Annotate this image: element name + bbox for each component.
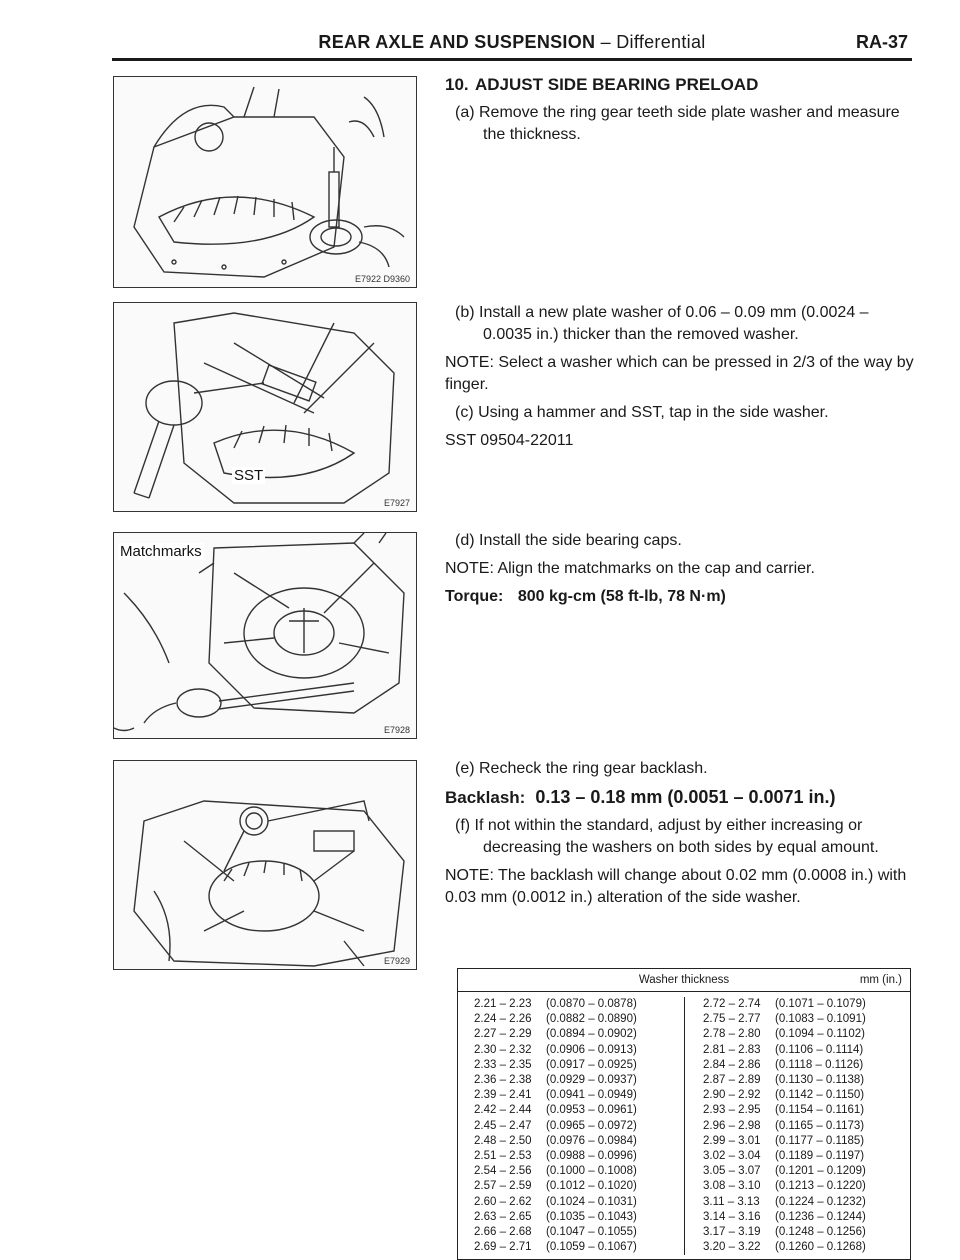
- figure-washer-measure: [113, 76, 417, 288]
- table-row: [474, 1088, 684, 1103]
- thickness-mm: 3.02 – 3.04: [703, 1150, 761, 1163]
- thickness-in: (0.1083 – 0.1091): [775, 1013, 866, 1026]
- thickness-mm: 2.30 – 2.32: [474, 1043, 532, 1056]
- table-row: [703, 1240, 910, 1255]
- thickness-mm: 2.33 – 2.35: [474, 1058, 532, 1071]
- torque-spec: [445, 586, 915, 608]
- illustration-washer-measure: [114, 77, 416, 287]
- thickness-mm: 2.63 – 2.65: [474, 1210, 532, 1223]
- page-header: [112, 28, 912, 61]
- figure-dial-indicator: [113, 760, 417, 970]
- thickness-mm: 2.90 – 2.92: [703, 1089, 761, 1102]
- step-number: 10.: [445, 75, 469, 94]
- step-title: [445, 74, 915, 96]
- thickness-mm: 2.75 – 2.77: [703, 1013, 761, 1026]
- item-c: (c) Using a hammer and SST, tap in the side washer.: [455, 404, 829, 421]
- thickness-in: (0.1154 – 0.1161): [775, 1104, 865, 1117]
- thickness-mm: 2.72 – 2.74: [703, 998, 761, 1010]
- thickness-in: (0.1012 – 0.1020): [546, 1180, 637, 1193]
- table-row: [474, 1164, 684, 1179]
- thickness-mm: 3.14 – 3.16: [703, 1210, 761, 1223]
- thickness-mm: 3.17 – 3.19: [703, 1226, 761, 1239]
- thickness-mm: 3.11 – 3.13: [703, 1195, 760, 1208]
- illustration-matchmarks: [114, 533, 416, 738]
- thickness-mm: 2.84 – 2.86: [703, 1058, 761, 1071]
- thickness-mm: 2.96 – 2.98: [703, 1119, 761, 1132]
- header-title-sub: – Differential: [595, 32, 706, 52]
- thickness-mm: 2.99 – 3.01: [703, 1134, 761, 1147]
- table-row: [703, 1164, 910, 1179]
- thickness-in: (0.1213 – 0.1220): [775, 1180, 866, 1193]
- backlash-value: 0.13 – 0.18 mm (0.0051 – 0.0071 in.): [535, 787, 836, 807]
- thickness-mm: 2.81 – 2.83: [703, 1043, 761, 1056]
- table-row: [474, 1134, 684, 1149]
- table-row: [474, 1043, 684, 1058]
- thickness-in: (0.0870 – 0.0878): [546, 998, 637, 1010]
- item-d-block: [445, 530, 915, 608]
- header-title-main: REAR AXLE AND SUSPENSION: [318, 32, 596, 52]
- table-row: [703, 1195, 910, 1210]
- figure-matchmarks: [113, 532, 417, 739]
- thickness-mm: 2.21 – 2.23: [474, 998, 532, 1010]
- torque-label: Torque:: [445, 588, 504, 605]
- thickness-mm: 3.08 – 3.10: [703, 1180, 761, 1193]
- figure-code: E7928: [383, 725, 410, 735]
- table-row: [474, 997, 684, 1012]
- thickness-mm: 2.42 – 2.44: [474, 1104, 532, 1117]
- table-row: [703, 1149, 910, 1164]
- table-title: Washer thickness: [638, 974, 730, 986]
- thickness-in: (0.1165 – 0.1173): [775, 1119, 865, 1132]
- thickness-mm: 2.27 – 2.29: [474, 1028, 532, 1041]
- table-row: [703, 1027, 910, 1042]
- illustration-dial-indicator: [114, 761, 416, 969]
- table-row: [474, 1179, 684, 1194]
- items-b-c: [445, 302, 915, 452]
- page-number: RA-37: [855, 32, 908, 52]
- table-header: [458, 969, 910, 992]
- backlash-spec: [445, 786, 915, 809]
- thickness-mm: 2.87 – 2.89: [703, 1074, 761, 1087]
- thickness-mm: 2.48 – 2.50: [474, 1134, 532, 1147]
- thickness-in: (0.1118 – 0.1126): [775, 1058, 864, 1071]
- item-e: (e) Recheck the ring gear backlash.: [455, 760, 708, 777]
- thickness-in: (0.1024 – 0.1031): [546, 1195, 637, 1208]
- thickness-in: (0.1130 – 0.1138): [775, 1074, 865, 1087]
- thickness-in: (0.0882 – 0.0890): [546, 1013, 637, 1026]
- thickness-in: (0.1059 – 0.1067): [546, 1241, 637, 1254]
- thickness-mm: 2.93 – 2.95: [703, 1104, 761, 1117]
- table-column-right: [684, 997, 910, 1255]
- thickness-mm: 2.66 – 2.68: [474, 1226, 532, 1239]
- table-row: [703, 1043, 910, 1058]
- table-row: [703, 1103, 910, 1118]
- table-row: [474, 1225, 684, 1240]
- table-row: [703, 1073, 910, 1088]
- thickness-in: (0.1177 – 0.1185): [775, 1134, 865, 1147]
- figure-sst-tap: [113, 302, 417, 512]
- thickness-in: (0.1094 – 0.1102): [775, 1028, 865, 1041]
- thickness-in: (0.1035 – 0.1043): [546, 1210, 637, 1223]
- table-row: [703, 1134, 910, 1149]
- thickness-in: (0.0953 – 0.0961): [546, 1104, 637, 1117]
- table-row: [703, 1088, 910, 1103]
- item-f: (f) If not within the standard, adjust by either increasing or decreasing the washers on both sides by equal amount.: [455, 817, 879, 856]
- item-b: (b) Install a new plate washer of 0.06 – 0.09 mm (0.0024 – 0.0035 in.) thicker than the removed washer.: [455, 304, 869, 343]
- torque-value: 800 kg-cm (58 ft-lb, 78 N·m): [517, 588, 726, 605]
- table-row: [474, 1058, 684, 1073]
- table-row: [474, 1210, 684, 1225]
- step-title-text: ADJUST SIDE BEARING PRELOAD: [475, 75, 759, 94]
- label-sst: SST: [234, 467, 264, 484]
- thickness-in: (0.0929 – 0.0937): [546, 1074, 637, 1087]
- thickness-in: (0.0965 – 0.0972): [546, 1119, 637, 1132]
- item-a: (a) Remove the ring gear teeth side plate washer and measure the thickness.: [455, 104, 900, 143]
- thickness-in: (0.1201 – 0.1209): [775, 1165, 866, 1178]
- thickness-mm: 2.78 – 2.80: [703, 1028, 761, 1041]
- note-1: NOTE: Select a washer which can be pressed in 2/3 of the way by finger.: [445, 354, 914, 393]
- table-unit: mm (in.): [859, 974, 902, 986]
- table-row: [703, 1012, 910, 1027]
- table-row: [703, 1119, 910, 1134]
- thickness-in: (0.1236 – 0.1244): [775, 1210, 866, 1223]
- note-2: NOTE: Align the matchmarks on the cap and carrier.: [445, 560, 815, 577]
- thickness-mm: 2.45 – 2.47: [474, 1119, 532, 1132]
- thickness-in: (0.1106 – 0.1114): [775, 1043, 864, 1056]
- label-matchmarks: Matchmarks: [120, 543, 202, 560]
- thickness-mm: 2.54 – 2.56: [474, 1165, 532, 1178]
- table-row: [703, 1210, 910, 1225]
- thickness-in: (0.0917 – 0.0925): [546, 1058, 637, 1071]
- thickness-in: (0.1047 – 0.1055): [546, 1226, 637, 1239]
- table-row: [474, 1012, 684, 1027]
- table-row: [474, 1149, 684, 1164]
- table-row: [474, 1027, 684, 1042]
- table-row: [474, 1195, 684, 1210]
- table-row: [703, 1058, 910, 1073]
- thickness-in: (0.0906 – 0.0913): [546, 1043, 637, 1056]
- thickness-mm: 3.05 – 3.07: [703, 1165, 761, 1178]
- table-row: [703, 1225, 910, 1240]
- sst-number: SST 09504-22011: [445, 432, 574, 449]
- thickness-in: (0.0941 – 0.0949): [546, 1089, 637, 1102]
- thickness-in: (0.1000 – 0.1008): [546, 1165, 637, 1178]
- table-column-left: [458, 997, 684, 1255]
- table-row: [474, 1073, 684, 1088]
- washer-thickness-table: [457, 968, 911, 1260]
- table-row: [474, 1103, 684, 1118]
- thickness-in: (0.0988 – 0.0996): [546, 1150, 637, 1163]
- table-row: [474, 1240, 684, 1255]
- figure-code: E7929: [383, 956, 410, 966]
- backlash-label: Backlash:: [445, 788, 526, 807]
- note-3: NOTE: The backlash will change about 0.02 mm (0.0008 in.) with 0.03 mm (0.0012 in.) alteration of the side washer.: [445, 867, 907, 906]
- thickness-in: (0.1071 – 0.1079): [775, 998, 866, 1010]
- table-body: [458, 992, 910, 1259]
- thickness-mm: 2.24 – 2.26: [474, 1013, 532, 1026]
- thickness-in: (0.1260 – 0.1268): [775, 1241, 866, 1254]
- table-row: [703, 1179, 910, 1194]
- item-d: (d) Install the side bearing caps.: [455, 532, 682, 549]
- thickness-in: (0.0976 – 0.0984): [546, 1134, 637, 1147]
- thickness-in: (0.1224 – 0.1232): [775, 1195, 866, 1208]
- thickness-in: (0.1189 – 0.1197): [775, 1150, 865, 1163]
- thickness-mm: 2.60 – 2.62: [474, 1195, 532, 1208]
- header-title: [112, 32, 912, 53]
- items-e-f: [445, 758, 915, 909]
- thickness-in: (0.1248 – 0.1256): [775, 1226, 866, 1239]
- table-row: [703, 997, 910, 1012]
- thickness-in: (0.0894 – 0.0902): [546, 1028, 637, 1041]
- thickness-mm: 2.57 – 2.59: [474, 1180, 532, 1193]
- thickness-mm: 2.51 – 2.53: [474, 1150, 532, 1163]
- figure-code: E7927: [383, 498, 410, 508]
- table-row: [474, 1119, 684, 1134]
- step-10: [445, 74, 915, 146]
- figure-code: E7922 D9360: [354, 274, 410, 284]
- thickness-in: (0.1142 – 0.1150): [775, 1089, 865, 1102]
- thickness-mm: 2.69 – 2.71: [474, 1241, 532, 1254]
- thickness-mm: 3.20 – 3.22: [703, 1241, 761, 1254]
- thickness-mm: 2.36 – 2.38: [474, 1074, 532, 1087]
- thickness-mm: 2.39 – 2.41: [474, 1089, 532, 1102]
